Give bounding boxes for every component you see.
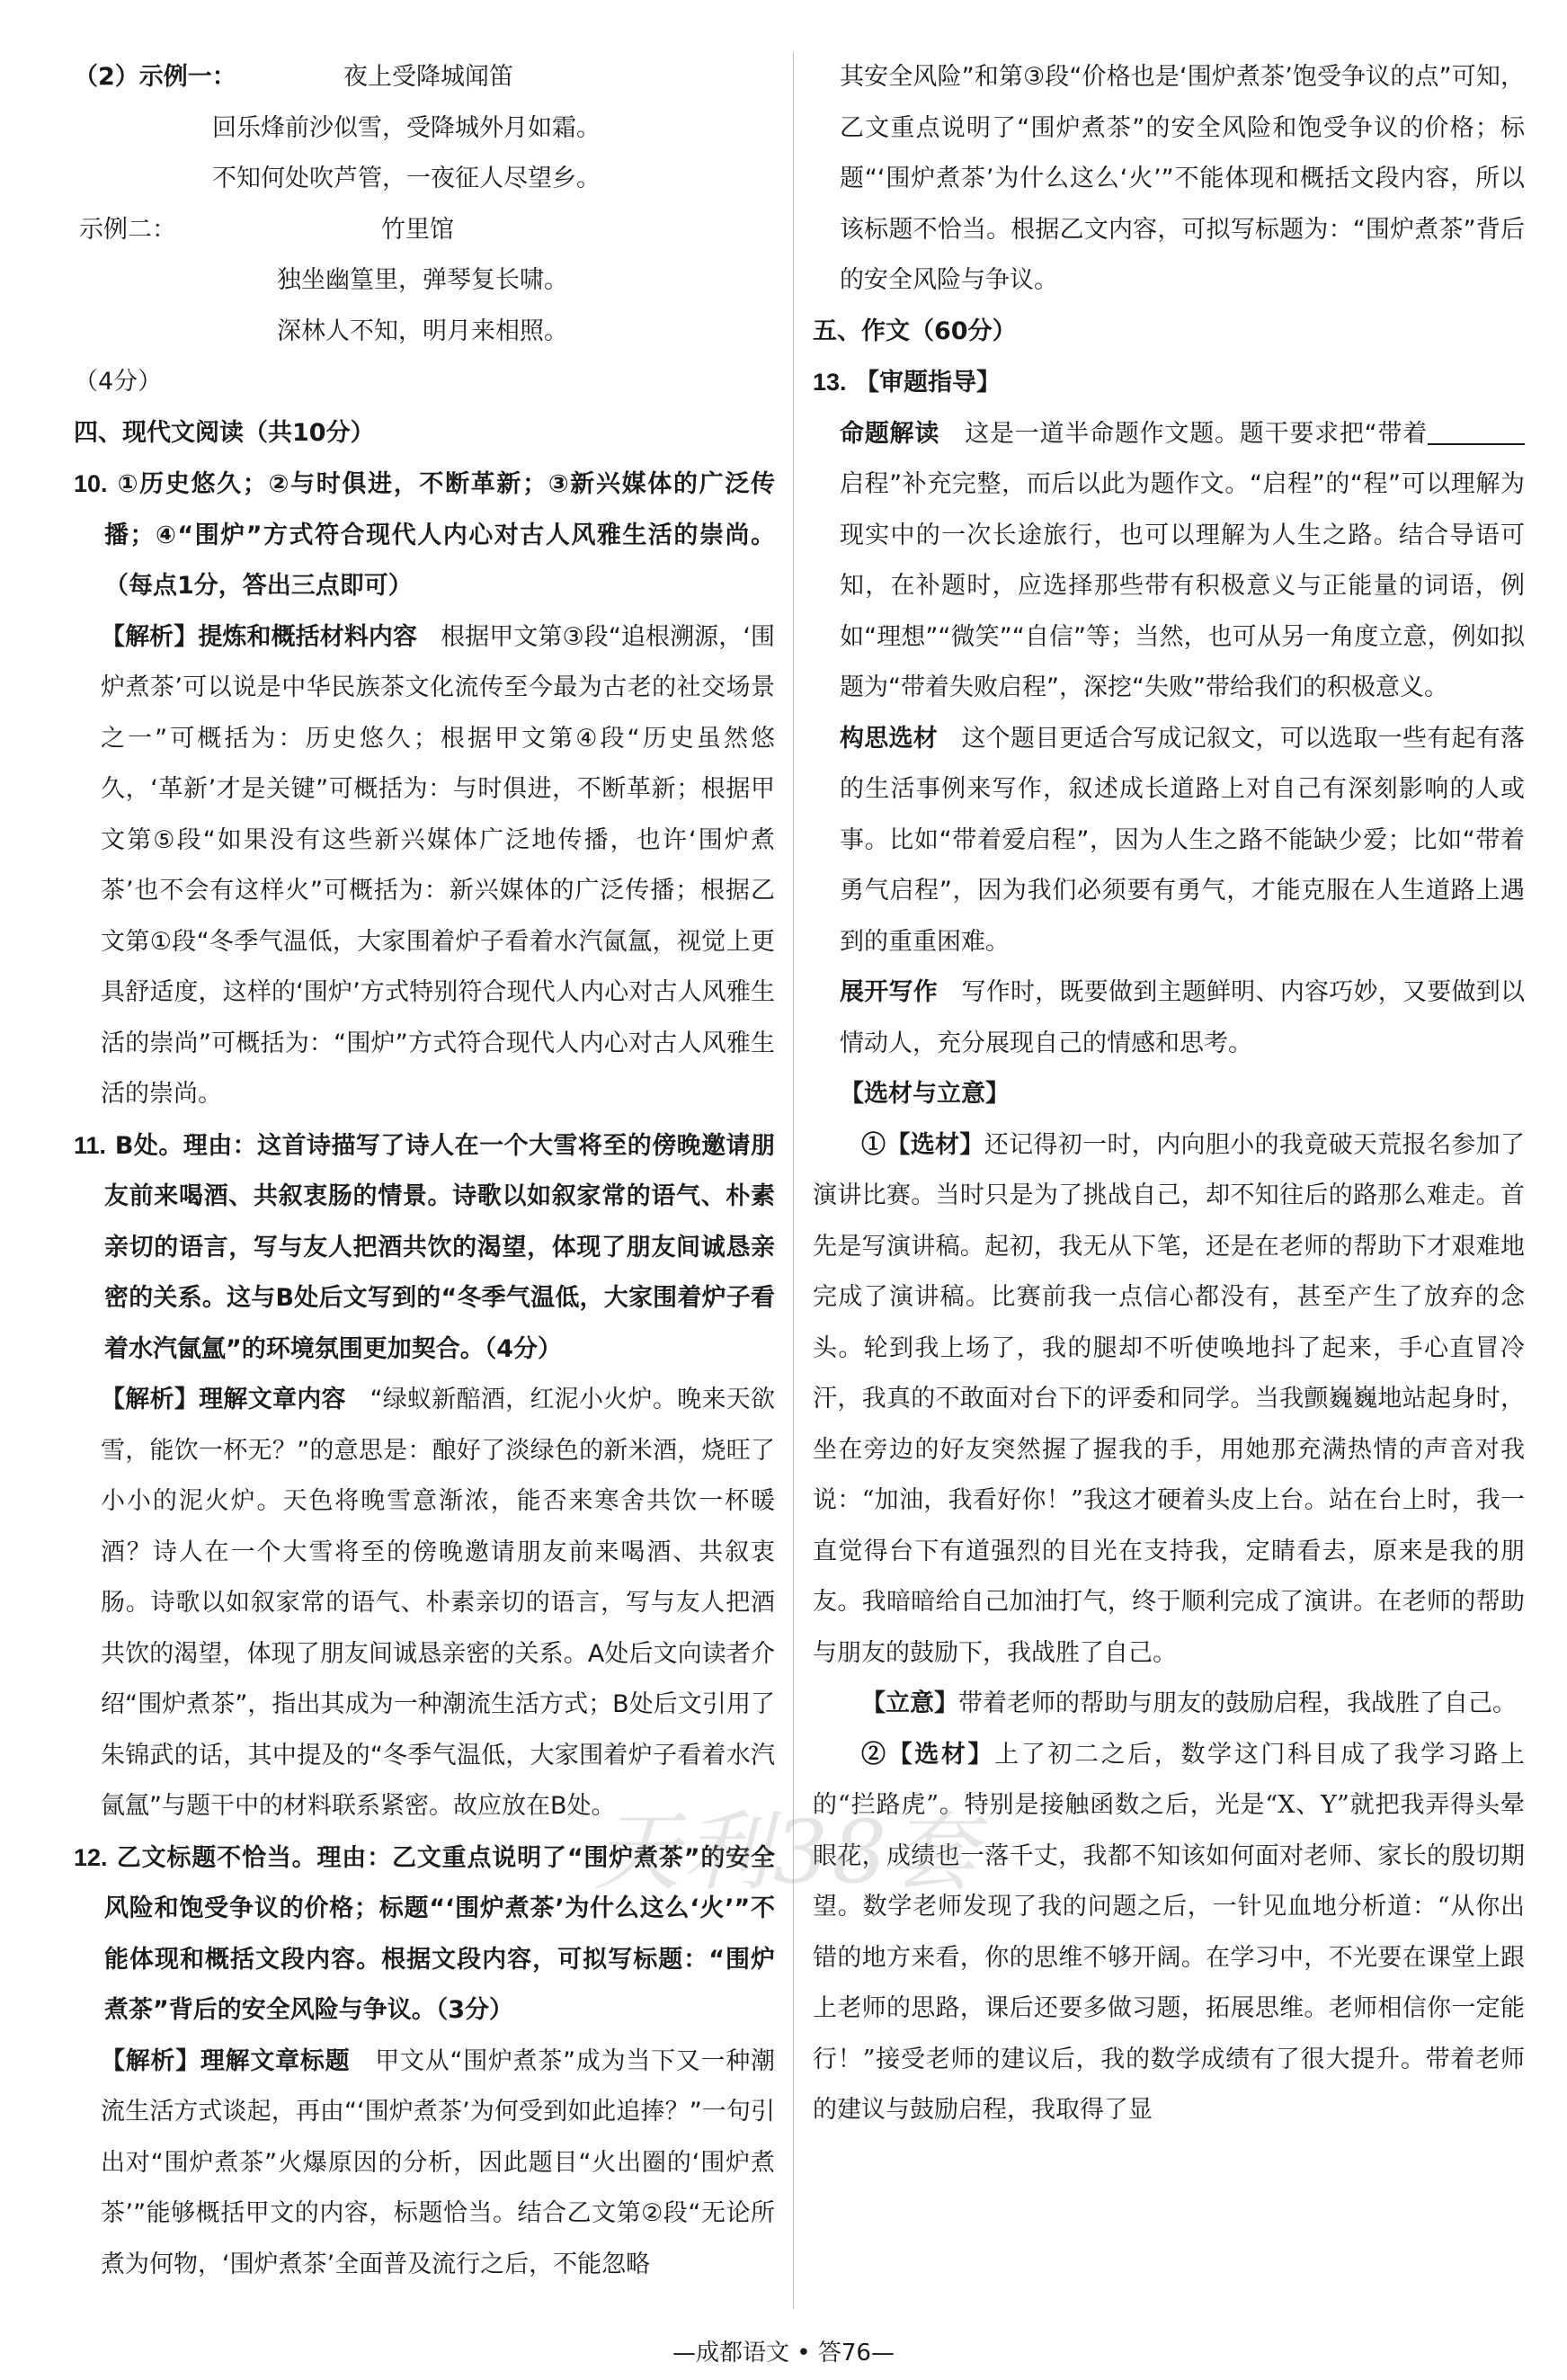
material-2-text: 上了初二之后，数学这门科目成了我学习路上的“拦路虎”。特别是接触函数之后，光是“X、Y”就把我弄得头晕眼花，成绩也一落千丈，我都不知该如何面对老师、家长的殷切期望。数学老师发现了我的问题之后，一针见血地分析道：“从你出错的地方来看，你的思维不够开阔。在学习中，不光要在课堂上跟上老师的思路，课后还要多做习题，拓展思维。老师相信你一定能行！”接受老师的建议后，我的数学成绩有了很大提升。带着老师的建议与鼓励启程，我取得了显	[813, 1740, 1525, 2124]
page-footer: —成都语文 • 答76—	[672, 2340, 895, 2367]
poem1-title: 夜上受降城闻笛	[343, 63, 513, 91]
q12-analysis-tag: 【解析】理解文章标题	[101, 2046, 351, 2075]
material-2-tag: ②【选材】	[861, 1740, 995, 1769]
q11-analysis	[74, 1375, 775, 1832]
example2-label: 示例二：	[79, 215, 176, 244]
q11-answer-text: B处。理由：这首诗描写了诗人在一个大雪将至的傍晚邀请朋友前来喝酒、共叙衷肠的情景。诗歌以如叙家常的语气、朴素亲切的语言，写与友人把酒共饮的渴望，体现了朋友间诚恳亲密的关系。这与B处后文写到的“冬季气温低，大家围着炉子看着水汽氤氲”的环境氛围更加契合。（4分）	[104, 1131, 775, 1363]
q12-analysis-text: 甲文从“围炉煮茶”成为当下又一种潮流生活方式谈起，再由“‘围炉煮茶’为何受到如此追捧？”一句引出对“围炉煮茶”火爆原因的分析，因此题目“火出圈的‘围炉煮茶’”能够概括甲文的内容，标题恰当。结合乙文第②段“无论所煮为何物，‘围炉煮茶’全面普及流行之后，不能忽略	[101, 2046, 776, 2278]
q12-number: 12.	[74, 1843, 108, 1871]
q13-heading	[813, 357, 1525, 409]
q2-label: （2）示例一：	[74, 63, 236, 91]
poem2-line1: 独坐幽篁里，弹琴复长啸。	[277, 266, 568, 294]
q12-answer-text: 乙文标题不恰当。理由：乙文重点说明了“围炉煮茶”的安全风险和饱受争议的价格；标题“‘围炉煮茶’为什么这么‘火’”不能体现和概括文段内容。根据文段内容，可拟写标题：“围炉煮茶”背后的安全风险与争议。（3分）	[104, 1843, 775, 2024]
theme-1-tag: 【立意】	[861, 1689, 958, 1717]
q11-answer	[74, 1120, 775, 1376]
topic-interpretation	[813, 409, 1525, 714]
q11-number: 11.	[74, 1131, 107, 1159]
poem2-title: 竹里馆	[381, 215, 454, 244]
writing-guide-label: 展开写作	[840, 978, 938, 1006]
material-2	[813, 1730, 1525, 2136]
material-1-text: 还记得初一时，内向胆小的我竟破天荒报名参加了演讲比赛。当时只是为了挑战自己，却不知往后的路那么难走。首先是写演讲稿。起初，我无从下笔，还是在老师的帮助下才艰难地完成了演讲稿。比赛前我一点信心都没有，甚至产生了放弃的念头。轮到我上场了，我的腿却不听使唤地抖了起来，手心直冒冷汗，我真的不敢面对台下的评委和同学。当我颤巍巍地站起身时，坐在旁边的好友突然握了握我的手，用她那充满热情的声音对我说：“加油，我看好你！”我这才硬着头皮上台。站在台上时，我一直觉得台下有道强烈的目光在支持我，定睛看去，原来是我的朋友。我暗暗给自己加油打气，终于顺利完成了演讲。在老师的帮助与朋友的鼓励下，我战胜了自己。	[813, 1130, 1526, 1667]
q12-analysis	[74, 2037, 775, 2291]
fill-blank	[1428, 416, 1525, 445]
material-selection	[813, 714, 1525, 968]
theme-1	[813, 1679, 1525, 1730]
left-column	[74, 52, 775, 2290]
q10-analysis	[74, 612, 775, 1120]
q11-analysis-tag: 【解析】理解文章内容	[101, 1386, 346, 1413]
q10-number: 10.	[74, 470, 108, 497]
q10-answer	[74, 459, 775, 612]
writing-guide	[813, 967, 1525, 1069]
example2-line	[74, 205, 775, 256]
material-selection-text: 这个题目更适合写成记叙文，可以选取一些有起有落的生活事例来写作，叙述成长道路上对自己有深刻影响的人或事。比如“带着爱启程”，因为人生之路不能缺少爱；比如“带着勇气启程”，因为我们必须要有勇气，才能克服在人生道路上遇到的重重困难。	[840, 724, 1525, 956]
writing-guide-text: 写作时，既要做到主题鲜明、内容巧妙，又要做到以情动人，充分展现自己的情感和思考。	[840, 978, 1525, 1057]
poem1-line1: 回乐烽前沙似雪，受降城外月如霜。	[212, 113, 601, 142]
section-4-heading: 四、现代文阅读（共10分）	[74, 418, 375, 447]
q12-analysis-continued: 其安全风险”和第③段“价格也是‘围炉煮茶’饱受争议的点”可知，乙文重点说明了“围炉煮茶”的安全风险和饱受争议的价格；标题“‘围炉煮茶’为什么这么‘火’”不能体现和概括文段内容，所以该标题不恰当。根据乙文内容，可拟写标题为：“围炉煮茶”背后的安全风险与争议。	[840, 63, 1525, 294]
q10-analysis-tag: 【解析】提炼和概括材料内容	[101, 622, 418, 651]
material-1	[813, 1120, 1525, 1680]
topic-interpretation-post: 启程”补充完整，而后以此为题作文。“启程”的“程”可以理解为现实中的一次长途旅行，也可以理解为人生之路。结合导语可知，在补题时，应选择那些带有积极意义与正能量的词语，例如“理想”“微笑”“自信”等；当然，也可从另一角度立意，例如拟题为“带着失败启程”，深挖“失败”带给我们的积极意义。	[840, 470, 1525, 701]
q2-example1-line	[74, 52, 775, 103]
topic-interpretation-pre: 这是一道半命题作文题。题干要求把“带着	[965, 419, 1429, 448]
q11-analysis-text: “绿蚁新醅酒，红泥小火炉。晚来天欲雪，能饮一杯无？”的意思是：酿好了淡绿色的新米酒，烧旺了小小的泥火炉。天色将晚雪意渐浓，能否来寒舍共饮一杯暖酒？诗人在一个大雪将至的傍晚邀请朋友前来喝酒、共叙衷肠。诗歌以如叙家常的语气、朴素亲切的语言，写与友人把酒共饮的渴望，体现了朋友间诚恳亲密的关系。A处后文向读者介绍“围炉煮茶”，指出其成为一种潮流生活方式；B处后文引用了朱锦武的话，其中提及的“冬季气温低，大家围着炉子看着水汽氤氲”与题干中的材料联系紧密。故应放在B处。	[101, 1386, 776, 1820]
score-4: （4分）	[74, 368, 163, 396]
q13-tag: 【审题指导】	[854, 369, 1001, 397]
material-1-tag: ①【选材】	[861, 1130, 984, 1159]
q10-answer-text: ①历史悠久；②与时俱进，不断革新；③新兴媒体的广泛传播；④“围炉”方式符合现代人内心对古人风雅生活的崇尚。（每点1分，答出三点即可）	[104, 470, 775, 600]
column-divider	[793, 52, 794, 2309]
section-5-heading: 五、作文（60分）	[813, 316, 1017, 345]
poem1-line2: 不知何处吹芦管，一夜征人尽望乡。	[212, 165, 601, 192]
topic-interpretation-label: 命题解读	[840, 419, 940, 448]
q13-number: 13.	[813, 369, 847, 396]
material-selection-label: 构思选材	[840, 724, 938, 753]
theme-1-text: 带着老师的帮助与朋友的鼓励启程，我战胜了自己。	[958, 1689, 1517, 1717]
q10-analysis-text: 根据甲文第③段“追根溯源，‘围炉煮茶’可以说是中华民族茶文化流传至今最为古老的社交场景之一”可概括为：历史悠久；根据甲文第④段“历史虽然悠久，‘革新’才是关键”可概括为：与时俱进，不断革新；根据甲文第⑤段“如果没有这些新兴媒体广泛地传播，也许‘围炉煮茶’也不会有这样火”可概括为：新兴媒体的广泛传播；根据乙文第①段“冬季气温低，大家围着炉子看着水汽氤氲，视觉上更具舒适度，这样的‘围炉’方式特别符合现代人内心对古人风雅生活的崇尚”可概括为：“围炉”方式符合现代人内心对古人风雅生活的崇尚。	[101, 622, 776, 1108]
watermark-logo: 天利38套	[593, 1802, 981, 1903]
poem2-line2: 深林人不知，明月来相照。	[277, 316, 568, 345]
material-and-theme-heading: 【选材与立意】	[840, 1080, 1010, 1108]
